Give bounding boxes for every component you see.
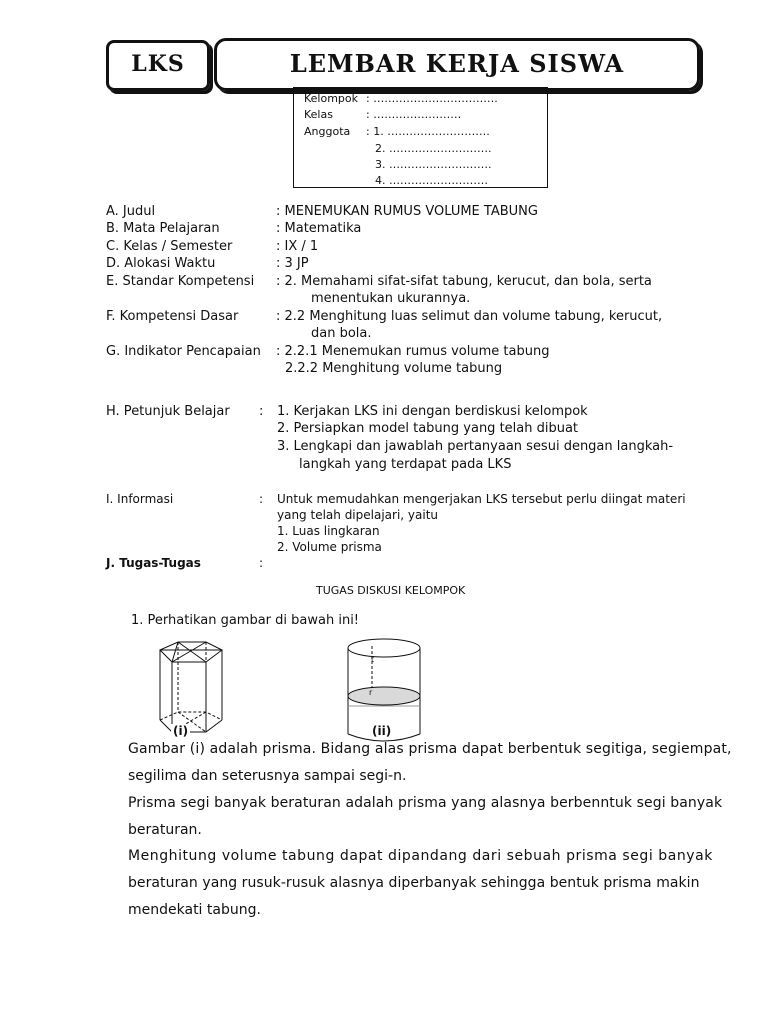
paragraph-1-line-1: Gambar (i) adalah prisma. Bidang alas prisma dapat berbentuk segitiga, segiempat,	[128, 741, 732, 757]
kd-value: : 2.2 Menghitung luas selimut dan volume tabung, kerucut,	[276, 309, 663, 324]
paragraph-2-line-1: Prisma segi banyak beraturan adalah prisma yang alasnya berbenntuk segi banyak	[128, 795, 723, 811]
cylinder-r-label: r	[369, 688, 373, 697]
tugas-heading: TUGAS DISKUSI KELOMPOK	[316, 584, 466, 597]
question-1: 1. Perhatikan gambar di bawah ini!	[131, 613, 360, 628]
paragraph-1-line-2: segilima dan seterusnya sampai segi-n.	[128, 768, 407, 784]
anggota-3: 3. ……………………….	[375, 158, 492, 171]
petunjuk-colon: :	[259, 404, 264, 419]
figure-2-label: (ii)	[372, 724, 392, 738]
figure-1-label: (i)	[173, 724, 189, 738]
paragraph-2-line-2: beraturan.	[128, 822, 202, 838]
title-banner	[214, 38, 700, 91]
page-title: LEMBAR KERJA SISWA	[289, 49, 625, 78]
petunjuk-item-2: 2. Persiapkan model tabung yang telah dibuat	[277, 421, 579, 436]
indikator-value: : 2.2.1 Menemukan rumus volume tabung	[276, 344, 550, 359]
petunjuk-item-1: 1. Kerjakan LKS ini dengan berdiskusi kelompok	[277, 404, 588, 419]
anggota-4: 4. ………………………	[375, 174, 488, 187]
lks-badge	[106, 40, 210, 91]
sk-label: E. Standar Kompetensi	[106, 274, 255, 289]
informasi-line-1: Untuk memudahkan mengerjakan LKS tersebut perlu diingat materi	[277, 492, 686, 506]
informasi-colon: :	[259, 492, 264, 506]
tugas-label: J. Tugas-Tugas	[106, 556, 201, 570]
petunjuk-item-3-cont: langkah yang terdapat pada LKS	[299, 457, 512, 472]
informasi-item-1: 1. Luas lingkaran	[277, 524, 380, 538]
paragraph-3-line-2: beraturan yang rusuk-rusuk alasnya diperbanyak sehingga bentuk prisma makin	[128, 875, 700, 891]
kd-value-cont: dan bola.	[311, 326, 372, 341]
paragraph-3-line-1: Menghitung volume tabung dapat dipandang dari sebuah prisma segi banyak	[128, 848, 713, 864]
mapel-value: : Matematika	[276, 221, 362, 236]
informasi-line-2: yang telah dipelajari, yaitu	[277, 508, 439, 522]
alokasi-label: D. Alokasi Waktu	[106, 256, 216, 271]
anggota-label: Anggota	[304, 125, 351, 138]
anggota-2: 2. ……………………….	[375, 142, 492, 155]
judul-value: : MENEMUKAN RUMUS VOLUME TABUNG	[276, 204, 538, 219]
kelas-semester-value: : IX / 1	[276, 239, 319, 254]
lks-label: LKS	[131, 51, 185, 77]
anggota-1: : 1. ……………………….	[366, 125, 490, 138]
paragraph-3-line-3: mendekati tabung.	[128, 902, 261, 918]
informasi-item-2: 2. Volume prisma	[277, 540, 382, 554]
informasi-label: I. Informasi	[106, 492, 174, 506]
kelas-label: Kelas	[304, 108, 333, 121]
alokasi-value: : 3 JP	[276, 256, 309, 271]
petunjuk-label: H. Petunjuk Belajar	[106, 404, 230, 419]
sk-value-cont: menentukan ukurannya.	[311, 291, 471, 306]
tugas-colon: :	[259, 556, 264, 570]
kelompok-value: : …………………………….	[366, 92, 498, 105]
petunjuk-item-3: 3. Lengkapi dan jawablah pertanyaan sesui dengan langkah-	[277, 439, 674, 454]
cylinder-base-shape	[348, 687, 420, 705]
sk-value: : 2. Memahami sifat-sifat tabung, kerucut, dan bola, serta	[276, 274, 652, 289]
judul-label: A. Judul	[106, 204, 156, 219]
group-info-box	[293, 87, 548, 188]
kelas-value: : ……………………	[366, 108, 462, 121]
indikator-label: G. Indikator Pencapaian	[106, 344, 261, 359]
kd-label: F. Kompetensi Dasar	[106, 309, 239, 324]
cylinder-t-label: t	[371, 655, 375, 664]
mapel-label: B. Mata Pelajaran	[106, 221, 220, 236]
kelompok-label: Kelompok	[304, 92, 359, 105]
kelas-semester-label: C. Kelas / Semester	[106, 239, 233, 254]
indikator-value-cont: 2.2.2 Menghitung volume tabung	[285, 361, 503, 376]
